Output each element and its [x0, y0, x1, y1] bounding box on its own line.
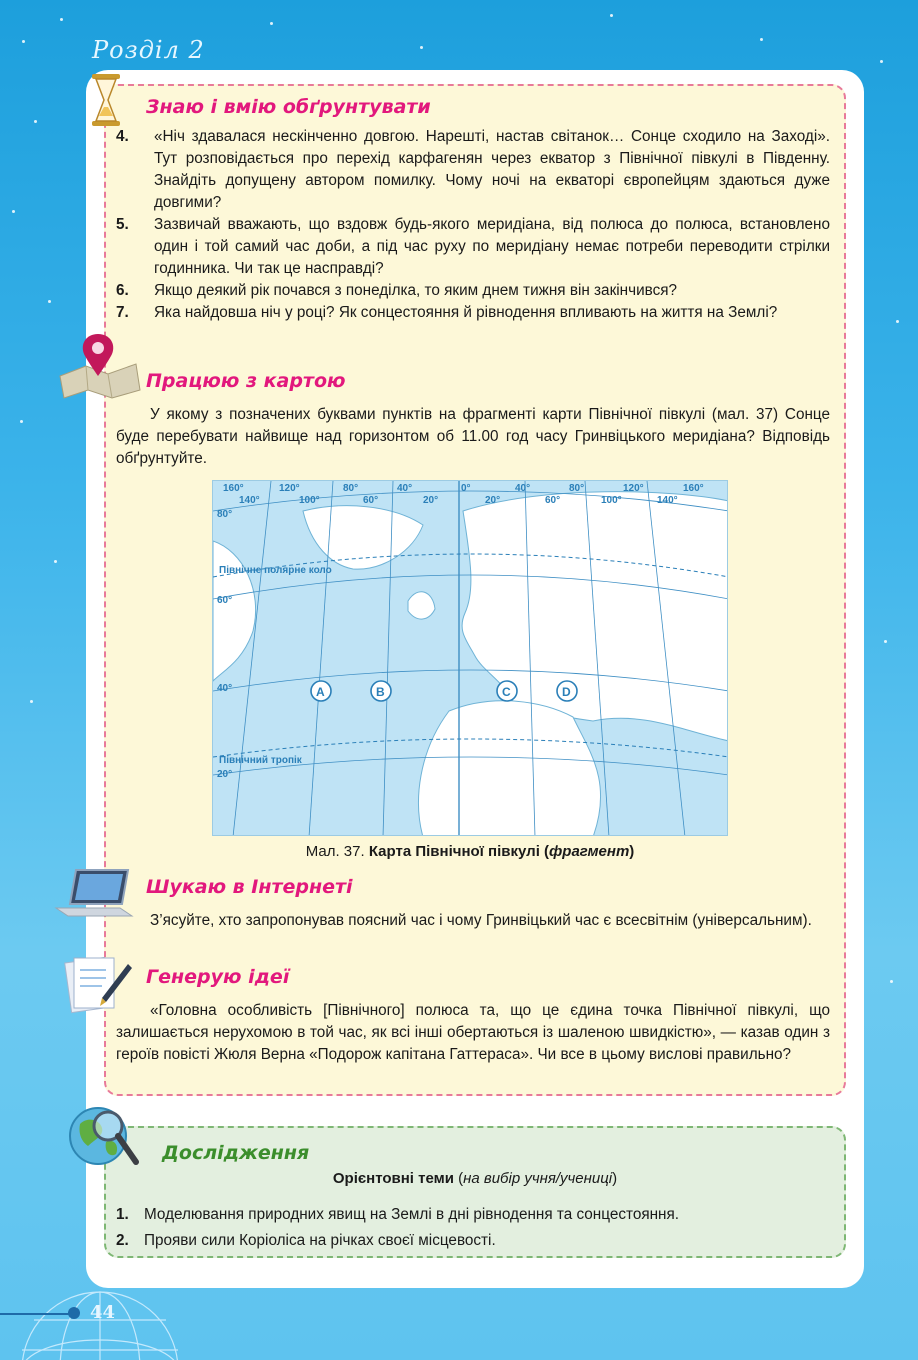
caption-end: ) — [629, 843, 635, 860]
section-title: Розділ 2 — [92, 36, 205, 64]
item-text: Прояви сили Коріоліса на річках своєї місцевості. — [144, 1232, 496, 1249]
lon-label: 40° — [397, 483, 413, 494]
list-item — [116, 214, 830, 280]
lon-label: 80° — [569, 483, 585, 494]
item-number: 1. — [116, 1206, 129, 1223]
lon-label: 140° — [239, 495, 260, 506]
caption-title: Карта Північної півкулі ( — [368, 843, 550, 860]
research-subtitle-italic: на вибір учня/учениці — [463, 1170, 613, 1187]
lon-label: 100° — [299, 495, 320, 506]
hourglass-icon — [86, 72, 126, 128]
point-d-label: D — [562, 685, 571, 699]
list-item — [116, 1228, 830, 1254]
research-topics-list — [116, 1202, 830, 1254]
arctic-circle-label: Північне полярне коло — [219, 565, 332, 576]
northern-hemisphere-map — [212, 480, 728, 836]
lon-label: 40° — [515, 483, 531, 494]
tropic-label: Північний тропік — [219, 755, 302, 766]
list-item — [116, 1202, 830, 1228]
internet-task-text: З’ясуйте, хто запропонував поясний час і чому Гринвіцький час є всесвітнім (універсальним). — [150, 912, 812, 929]
item-number: 5. — [116, 216, 129, 233]
page-number: 44 — [90, 1302, 116, 1323]
ideas-block-title: Генерую ідеї — [146, 966, 290, 988]
map-block-title: Працюю з картою — [146, 370, 346, 392]
know-question-list — [116, 126, 830, 324]
list-item — [116, 280, 830, 302]
lon-label: 60° — [363, 495, 379, 506]
item-text: Моделювання природних явищ на Землі в дні рівнодення та сонцестояння. — [144, 1206, 680, 1223]
list-item — [116, 126, 830, 214]
lon-label: 0° — [461, 483, 471, 494]
footer-line — [0, 1313, 74, 1315]
research-block-title: Дослідження — [162, 1142, 310, 1164]
item-text: Зазвичай вважають, що вздовж будь-якого меридіана, від полюса до полюса, встановлено один і той самий час доби, а під час руху по меридіану немає потреби переводити стрілки годинника. Чи так це насправді? — [154, 216, 830, 277]
lon-label: 160° — [683, 483, 704, 494]
internet-block-title: Шукаю в Інтернеті — [146, 876, 353, 898]
caption-italic: фрагмент — [549, 843, 630, 860]
lat-label: 80° — [217, 509, 233, 520]
point-a-label: A — [316, 685, 325, 699]
list-item — [116, 302, 830, 324]
lon-label: 20° — [423, 495, 439, 506]
point-c-label: C — [502, 685, 511, 699]
map-pin-icon — [56, 330, 142, 400]
research-subtitle-bold: Орієнтовні теми — [332, 1170, 454, 1187]
lon-label: 120° — [279, 483, 300, 494]
lat-label: 40° — [217, 683, 233, 694]
know-block-title: Знаю і вмію обґрунтувати — [146, 96, 431, 118]
lon-label: 140° — [657, 495, 678, 506]
ideas-task-text: «Головна особливість [Північного] полюса та, що це єдина точка Північної півкулі, що залишається нерухомою в той час, як всі інші обертаються із шаленою швидкістю», — казав один з героїв повісті Жюля Верна «Подорож капітана Гаттераса». Чи все в цьому вислові правильно? — [116, 1002, 830, 1063]
lon-label: 100° — [601, 495, 622, 506]
item-number: 7. — [116, 304, 129, 321]
map-task-text: У якому з позначених буквами пунктів на фрагменті карти Північної півкулі (мал. 37) Сонце буде перебувати найвище над горизонтом об 11.00 год часу Гринвіцького меридіана? Відповідь обґрунтуйте. — [116, 406, 830, 467]
lon-label: 120° — [623, 483, 644, 494]
lon-label: 80° — [343, 483, 359, 494]
lat-label: 20° — [217, 769, 233, 780]
map-drawing — [213, 481, 728, 836]
item-number: 2. — [116, 1232, 129, 1249]
lon-label: 160° — [223, 483, 244, 494]
caption-prefix: Мал. 37. — [305, 843, 365, 860]
item-text: «Ніч здавалася нескінченно довгою. Нарешті, настав світанок… Сонце сходило на Заході». Тут розповідається про перехід карфагенян через екватор з Північної півкулі в Південну. Знайдіть допущену автором помилку. Чому ночі на екваторі європейцям здаються дуже довгими? — [154, 128, 830, 211]
footer-dot — [68, 1307, 80, 1319]
item-text: Якщо деякий рік почався з понеділка, то яким днем тижня він закінчився? — [154, 282, 678, 299]
lat-label: 60° — [217, 595, 233, 606]
point-b-label: B — [376, 685, 385, 699]
lon-label: 60° — [545, 495, 561, 506]
map-caption — [212, 843, 728, 860]
globe-wireframe-icon — [0, 1290, 200, 1360]
globe-magnifier-icon — [66, 1102, 146, 1172]
item-number: 6. — [116, 282, 129, 299]
item-text: Яка найдовша ніч у році? Як сонцестояння й рівнодення впливають на життя на Землі? — [154, 304, 778, 321]
lon-label: 20° — [485, 495, 501, 506]
item-number: 4. — [116, 128, 129, 145]
research-subtitle: Орієнтовні теми (на вибір учня/учениці) — [332, 1170, 618, 1187]
